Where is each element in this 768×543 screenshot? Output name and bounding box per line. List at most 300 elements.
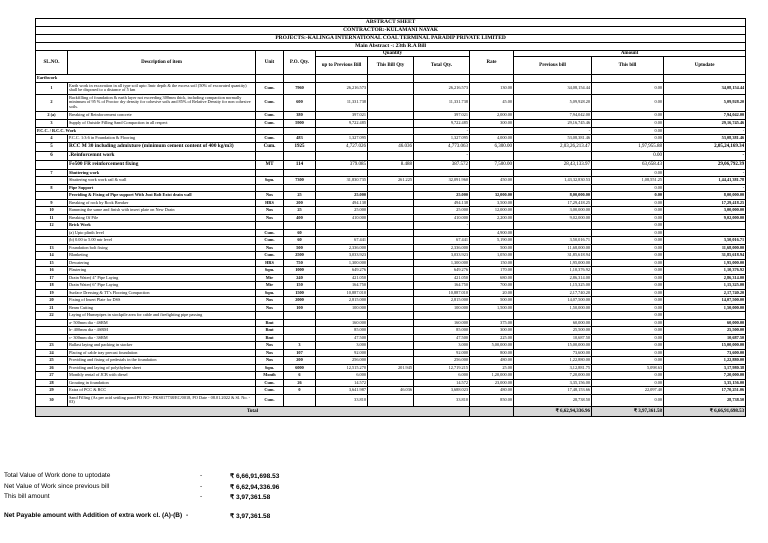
row-uptodate: 7,94,042.00 [664, 111, 746, 119]
row-uptodate: 31,85,618.94 [664, 252, 746, 260]
total-this-bill: ₹ 3,97,361.58 [592, 406, 664, 416]
row-previous-bill: 31,85,618.94 [514, 252, 592, 260]
row-rate [470, 184, 514, 192]
row-slno: 18 [36, 282, 68, 290]
row-this-bill-qty: 261.225 [368, 177, 414, 185]
row-uptodate: 17,29,418.25 [664, 199, 746, 207]
table-row [36, 319, 746, 327]
row-this-bill-qty [368, 214, 414, 222]
row-this-bill-qty [368, 237, 414, 245]
row-this-bill-qty [368, 342, 414, 350]
row-description: Drain Water( 6" Pipe Laying [68, 282, 256, 290]
row-upto-previous: 33.810 [316, 394, 368, 406]
summary-label: Net Payable amount with Addition of extra work cl. (A)-(B) [4, 512, 183, 519]
row-rate: 5,00,000.00 [470, 342, 514, 350]
row-po-qty: 1000 [284, 267, 316, 275]
row-rate: 5,190.00 [470, 237, 514, 245]
row-po-qty: 25 [284, 192, 316, 200]
row-rate: 480.00 [470, 357, 514, 365]
row-po-qty: 200 [284, 357, 316, 365]
row-upto-previous: 421.050 [316, 274, 368, 282]
row-total-qty [414, 229, 470, 237]
row-this-bill-qty [368, 94, 414, 111]
table-row [36, 82, 746, 94]
row-description: Shuttering work [68, 169, 256, 177]
row-previous-bill: 17,29,418.25 [514, 199, 592, 207]
row-upto-previous: 25.000 [316, 192, 368, 200]
row-unit: Cum. [256, 94, 284, 111]
row-po-qty: 5900 [284, 119, 316, 127]
row-po-qty: 0 [284, 387, 316, 395]
row-rate: 7,500.00 [470, 160, 514, 169]
row-rate: 700.00 [470, 282, 514, 290]
row-description: Providing & Fixing of Pipe support With Just Bolt Exist drain wall [68, 192, 256, 200]
row-previous-bill: 60,000.00 [514, 319, 592, 327]
row-slno: 22 [36, 312, 68, 320]
row-description: (a) Upto plinth level [68, 229, 256, 237]
row-po-qty: 2000 [284, 297, 316, 305]
row-total-qty: 12,719.215 [414, 364, 470, 372]
row-uptodate: 53,08,381.46 [664, 135, 746, 143]
col-unit: Unit [256, 51, 284, 75]
total-label: Total [36, 406, 470, 416]
summary-row: Net Value of Work since previous bill - ₹ 6,62,94,336.96 [4, 483, 280, 491]
row-description: .Reinforcemnt work [68, 151, 256, 160]
row-slno: 9 [36, 199, 68, 207]
row-description: Drain Water( 4" Pipe Laying [68, 274, 256, 282]
row-upto-previous: 164.750 [316, 282, 368, 290]
row-upto-previous [316, 229, 368, 237]
row-total-qty: 25.000 [414, 192, 470, 200]
row-uptodate: 1,95,000.00 [664, 259, 746, 267]
row-total-qty [414, 312, 470, 320]
row-po-qty: 6000 [284, 364, 316, 372]
row-description: Pipe Support [68, 184, 256, 192]
group-amount: Amount [514, 51, 746, 57]
row-upto-previous: 160.000 [316, 319, 368, 327]
col-upto-previous: up to Previous Bill [316, 57, 368, 75]
row-description: Extra of PCC & RCC [68, 387, 256, 395]
row-slno: 23 [36, 342, 68, 350]
row-slno: 3 [36, 119, 68, 127]
row-rate: 680.00 [470, 274, 514, 282]
row-previous-bill: 11,68,000.00 [514, 244, 592, 252]
row-po-qty: 1925 [284, 142, 316, 151]
row-uptodate: 2,17,740.20 [664, 289, 746, 297]
row-this-bill-qty [368, 274, 414, 282]
row-this-bill-amount: 0.00 [592, 349, 664, 357]
row-this-bill-amount: 0.00 [592, 127, 664, 135]
row-rate: 1,500.00 [470, 304, 514, 312]
row-this-bill-qty [368, 184, 414, 192]
section-heading: P.C.C. / R.C.C. Work [36, 127, 256, 135]
row-previous-bill: 1,50,000.00 [514, 304, 592, 312]
row-uptodate: - [664, 184, 746, 192]
row-uptodate: 2,05,24,169.34 [664, 142, 746, 151]
row-description: RCC M 30 including admixture (minimum cement content of 400 kg/m3) [68, 142, 256, 151]
row-rate [470, 151, 514, 160]
row-this-bill-amount: 0.00 [592, 192, 664, 200]
row-po-qty: 7300 [284, 177, 316, 185]
row-previous-bill: 15,00,000.00 [514, 342, 592, 350]
row-this-bill-amount [592, 75, 664, 83]
row-slno: 5 [36, 142, 68, 151]
row-upto-previous [316, 184, 368, 192]
row-previous-bill: 53,08,381.46 [514, 135, 592, 143]
row-unit: Cum. [256, 142, 284, 151]
row-description: Grouting in foundation [68, 379, 256, 387]
row-this-bill-amount: 5,098.63 [592, 364, 664, 372]
row-previous-bill [514, 184, 592, 192]
row-this-bill-qty [368, 282, 414, 290]
row-rate: 130.00 [470, 82, 514, 94]
row-slno [36, 334, 68, 342]
row-uptodate: 29,16,745.46 [664, 119, 746, 127]
row-po-qty: 3 [284, 342, 316, 350]
row-upto-previous [316, 127, 368, 135]
table-row [36, 169, 746, 177]
summary-value: ₹ 6,66,91,698.53 [230, 473, 280, 480]
row-this-bill-amount: 0.00 [592, 297, 664, 305]
row-this-bill-qty [368, 192, 414, 200]
row-unit: Sqm. [256, 364, 284, 372]
table-row [36, 372, 746, 380]
row-upto-previous: 410.000 [316, 214, 368, 222]
row-rate: 500.00 [470, 244, 514, 252]
row-uptodate [664, 229, 746, 237]
row-po-qty: 6 [284, 372, 316, 380]
row-description: b- 400mm dia - 4SRM [68, 327, 256, 335]
project-name: PROJECTS:-KALINGA INTERNATIONAL COAL TERMINAL PARADIP PRIVATE LIMITED [36, 35, 746, 43]
row-upto-previous [316, 151, 368, 160]
row-unit: Mtr [256, 274, 284, 282]
row-upto-previous: 9,722.485 [316, 119, 368, 127]
row-unit: Rmt [256, 334, 284, 342]
row-uptodate [664, 312, 746, 320]
abstract-table [35, 18, 746, 417]
row-this-bill-qty [368, 349, 414, 357]
row-this-bill-amount: 0.00 [592, 327, 664, 335]
row-this-bill-amount: 0.00 [592, 135, 664, 143]
row-this-bill-qty [368, 82, 414, 94]
row-po-qty: 107 [284, 349, 316, 357]
row-unit: Cum. [256, 394, 284, 406]
row-total-qty: 25.000 [414, 207, 470, 215]
row-total-qty: 14.572 [414, 379, 470, 387]
row-total-qty: 33.810 [414, 394, 470, 406]
row-total-qty: 32,091.960 [414, 177, 470, 185]
row-total-qty: 1,300.000 [414, 259, 470, 267]
row-unit: Cum. [256, 387, 284, 395]
row-this-bill-amount: 22,097.40 [592, 387, 664, 395]
row-po-qty [284, 151, 316, 160]
row-description: Sand Filling (As per acid settling pond PO NO - PKS017738/EC/0018, PO Date - 08.01.2022 & Sl. No. - 03) [68, 394, 256, 406]
row-unit: Rmt [256, 327, 284, 335]
row-total-qty [414, 75, 470, 83]
summary-value: ₹ 3,97,361.58 [230, 494, 271, 501]
row-previous-bill: 2,86,314.00 [514, 274, 592, 282]
row-previous-bill: 1,95,000.00 [514, 259, 592, 267]
row-description: Supply of Outside Filling Sand Compaction in all respect [68, 119, 256, 127]
row-previous-bill: 10,687.50 [514, 334, 592, 342]
row-slno [36, 177, 68, 185]
row-rate: 23,000.00 [470, 379, 514, 387]
row-this-bill-qty [368, 334, 414, 342]
row-uptodate: 3,00,000.00 [664, 207, 746, 215]
row-total-qty: - [414, 222, 470, 230]
row-upto-previous: 2,336.000 [316, 244, 368, 252]
table-row [36, 342, 746, 350]
row-rate [470, 75, 514, 83]
row-uptodate: 15,00,000.00 [664, 342, 746, 350]
row-description: Breaking Of Pile [68, 214, 256, 222]
group-quantity: Quantity [316, 51, 470, 57]
row-upto-previous: 31,830.735 [316, 177, 368, 185]
row-rate: 300.00 [470, 119, 514, 127]
row-previous-bill: 2,03,26,213.47 [514, 142, 592, 151]
row-uptodate: 1,22,880.00 [664, 357, 746, 365]
row-total-qty: 26,216.573 [414, 82, 470, 94]
row-description: Earth work in excavation in all type soil upto 3mtr depth & the excess soil (50% of excavated quantity) shall be disposed to a distance of 5 km [68, 82, 256, 94]
table-row [36, 297, 746, 305]
row-rate: 2,200.00 [470, 214, 514, 222]
summary-label: Total Value of Work done to uptodate [4, 472, 111, 479]
row-this-bill-amount: 0.00 [592, 259, 664, 267]
row-previous-bill: 2,17,740.20 [514, 289, 592, 297]
row-description: a- 500mm dia - 4SRM [68, 319, 256, 327]
row-uptodate: 8,00,000.00 [664, 192, 746, 200]
table-row [36, 379, 746, 387]
row-uptodate: 1,15,325.00 [664, 282, 746, 290]
row-total-qty: 100.000 [414, 304, 470, 312]
row-this-bill-amount: 0.00 [592, 394, 664, 406]
row-this-bill-amount: 0.00 [592, 214, 664, 222]
row-total-qty: 11,331.738 [414, 94, 470, 111]
row-unit: Cum. [256, 82, 284, 94]
row-this-bill-amount: 0.00 [592, 82, 664, 94]
row-this-bill-qty [368, 119, 414, 127]
row-slno [36, 229, 68, 237]
row-unit: Nos [256, 192, 284, 200]
row-unit: Cum. [256, 229, 284, 237]
row-this-bill-qty [368, 75, 414, 83]
row-unit: HRS [256, 259, 284, 267]
row-description: Plastering [68, 267, 256, 275]
contractor-name: CONTRACTOR:-KULAMANI NAYAK [36, 27, 746, 35]
row-slno: 15 [36, 259, 68, 267]
row-unit [256, 184, 284, 192]
row-slno: 30 [36, 394, 68, 406]
col-description: Description of item [68, 51, 256, 75]
row-rate: 6,300.00 [470, 142, 514, 151]
row-total-qty [414, 169, 470, 177]
table-row [36, 94, 746, 111]
row-previous-bill: 1,10,376.92 [514, 267, 592, 275]
row-po-qty: 1500 [284, 289, 316, 297]
row-this-bill-amount: 0.00 [592, 111, 664, 119]
row-unit: Cum. [256, 379, 284, 387]
row-slno: 12 [36, 222, 68, 230]
row-this-bill-qty [368, 312, 414, 320]
row-unit: Sqm. [256, 289, 284, 297]
table-row [36, 282, 746, 290]
table-row [36, 289, 746, 297]
row-po-qty [284, 127, 316, 135]
row-description: Laying of Humepipes in stockpile area for cable and firefighting pipe passing [68, 312, 256, 320]
row-unit [256, 127, 284, 135]
row-po-qty: 483 [284, 135, 316, 143]
row-this-bill-amount: 0.00 [592, 379, 664, 387]
row-unit: HRS [256, 199, 284, 207]
bill-title: Main Abstract -: 23th R.A Bill [36, 43, 746, 51]
row-previous-bill: 28,43,133.97 [514, 160, 592, 169]
row-this-bill-amount: 0.00 [592, 184, 664, 192]
row-description: Shuttering work work rail & wall [68, 177, 256, 185]
row-rate: 20.00 [470, 289, 514, 297]
row-total-qty: 10,887.010 [414, 289, 470, 297]
row-upto-previous: 25.000 [316, 207, 368, 215]
table-row [36, 214, 746, 222]
row-this-bill-qty [368, 199, 414, 207]
row-unit: Cum. [256, 252, 284, 260]
row-slno: 4 [36, 135, 68, 143]
row-this-bill-amount: 1,08,551.25 [592, 177, 664, 185]
row-slno: 8 [36, 184, 68, 192]
row-total-qty: 4,773.063 [414, 142, 470, 151]
row-this-bill-amount: 0.00 [592, 357, 664, 365]
row-upto-previous: 4,727.026 [316, 142, 368, 151]
row-total-qty: - [414, 127, 470, 135]
row-previous-bill: 28,738.50 [514, 394, 592, 406]
row-description: Providing and fixing of pedestals in the foundation [68, 357, 256, 365]
row-description: Placing of cable tray precast foundation [68, 349, 256, 357]
row-total-qty: 256.000 [414, 357, 470, 365]
row-total-qty: 3,033.923 [414, 252, 470, 260]
row-slno [36, 160, 68, 169]
row-this-bill-amount: 0.00 [592, 342, 664, 350]
row-total-qty: 47.500 [414, 334, 470, 342]
row-this-bill-qty [368, 229, 414, 237]
row-po-qty: 240 [284, 274, 316, 282]
row-unit: Month [256, 372, 284, 380]
abstract-sheet [35, 18, 745, 417]
row-po-qty [284, 334, 316, 342]
row-upto-previous: 3,033.923 [316, 252, 368, 260]
summary-row: Net Payable amount with Addition of extra work cl. (A)-(B) - ₹ 3,97,361.58 [4, 512, 271, 520]
table-row [36, 119, 746, 127]
row-upto-previous: 10,887.010 [316, 289, 368, 297]
row-po-qty: 7960 [284, 82, 316, 94]
row-unit [256, 222, 284, 230]
row-uptodate: 11,68,000.00 [664, 244, 746, 252]
row-total-qty: 410.000 [414, 214, 470, 222]
row-slno: 29 [36, 387, 68, 395]
row-this-bill-amount: 0.00 [592, 222, 664, 230]
table-row [36, 327, 746, 335]
row-unit [256, 75, 284, 83]
row-description: (b) 0.00 to 5.00 mtr level [68, 237, 256, 245]
row-total-qty: 3,688.023 [414, 387, 470, 395]
row-po-qty: 100 [284, 304, 316, 312]
table-row [36, 151, 746, 160]
row-rate: 32,000.00 [470, 192, 514, 200]
row-previous-bill: 3,35,156.00 [514, 379, 592, 387]
row-this-bill-amount: 0.00 [592, 267, 664, 275]
row-po-qty: 600 [284, 94, 316, 111]
row-this-bill-qty [368, 151, 414, 160]
row-this-bill-qty [368, 357, 414, 365]
row-unit: Nos [256, 214, 284, 222]
row-rate: 170.00 [470, 267, 514, 275]
row-unit: Cum. [256, 111, 284, 119]
row-uptodate: - [664, 151, 746, 160]
row-upto-previous: 256.000 [316, 357, 368, 365]
row-slno [36, 319, 68, 327]
row-this-bill-qty [368, 135, 414, 143]
row-previous-bill: 7,20,000.00 [514, 372, 592, 380]
row-unit: Rmt [256, 319, 284, 327]
total-row [36, 406, 746, 416]
table-row [36, 387, 746, 395]
row-this-bill-amount: 0.00 [592, 237, 664, 245]
row-total-qty: 649.276 [414, 267, 470, 275]
row-this-bill-qty: 201.945 [368, 364, 414, 372]
row-upto-previous: 3,641.987 [316, 387, 368, 395]
table-row [36, 135, 746, 143]
row-previous-bill: 29,16,745.46 [514, 119, 592, 127]
row-description: Fe500 FR reinforcement fixing [68, 160, 256, 169]
row-previous-bill [514, 222, 592, 230]
row-unit: Mtr [256, 282, 284, 290]
row-description: Monthly rental of JCB with diesel [68, 372, 256, 380]
row-slno: 2 [36, 94, 68, 111]
row-this-bill-qty: 46.036 [368, 387, 414, 395]
row-upto-previous: 26,216.573 [316, 82, 368, 94]
row-po-qty: 380 [284, 111, 316, 119]
row-unit [256, 169, 284, 177]
row-previous-bill: 7,94,042.00 [514, 111, 592, 119]
row-description: Dewatering [68, 259, 256, 267]
row-this-bill-amount: 63,658.43 [592, 160, 664, 169]
row-total-qty: 2,815.000 [414, 297, 470, 305]
row-this-bill-amount: 0.00 [592, 119, 664, 127]
row-uptodate: 3,17,980.38 [664, 364, 746, 372]
row-total-qty: 421.050 [414, 274, 470, 282]
row-previous-bill: 25,500.00 [514, 327, 592, 335]
row-this-bill-qty [368, 127, 414, 135]
row-upto-previous: 379.085 [316, 160, 368, 169]
row-rate: 480.00 [470, 387, 514, 395]
row-previous-bill [514, 229, 592, 237]
row-unit: Nos [256, 297, 284, 305]
row-this-bill-amount: 0.00 [592, 274, 664, 282]
row-previous-bill: - [514, 127, 592, 135]
row-previous-bill: 1,15,325.00 [514, 282, 592, 290]
table-row [36, 222, 746, 230]
row-uptodate: 2,86,314.00 [664, 274, 746, 282]
row-po-qty [284, 327, 316, 335]
row-this-bill-qty [368, 289, 414, 297]
row-upto-previous: 85.000 [316, 327, 368, 335]
row-unit: Nos [256, 207, 284, 215]
col-this-bill-qty: This Bill Qty [368, 57, 414, 75]
row-previous-bill [514, 75, 592, 83]
row-upto-previous: 12,515.270 [316, 364, 368, 372]
row-previous-bill: 73,600.00 [514, 349, 592, 357]
row-previous-bill: 34,08,154.44 [514, 82, 592, 94]
summary-row: Total Value of Work done to uptodate - ₹ 6,66,91,698.53 [4, 472, 280, 480]
row-this-bill-qty [368, 252, 414, 260]
